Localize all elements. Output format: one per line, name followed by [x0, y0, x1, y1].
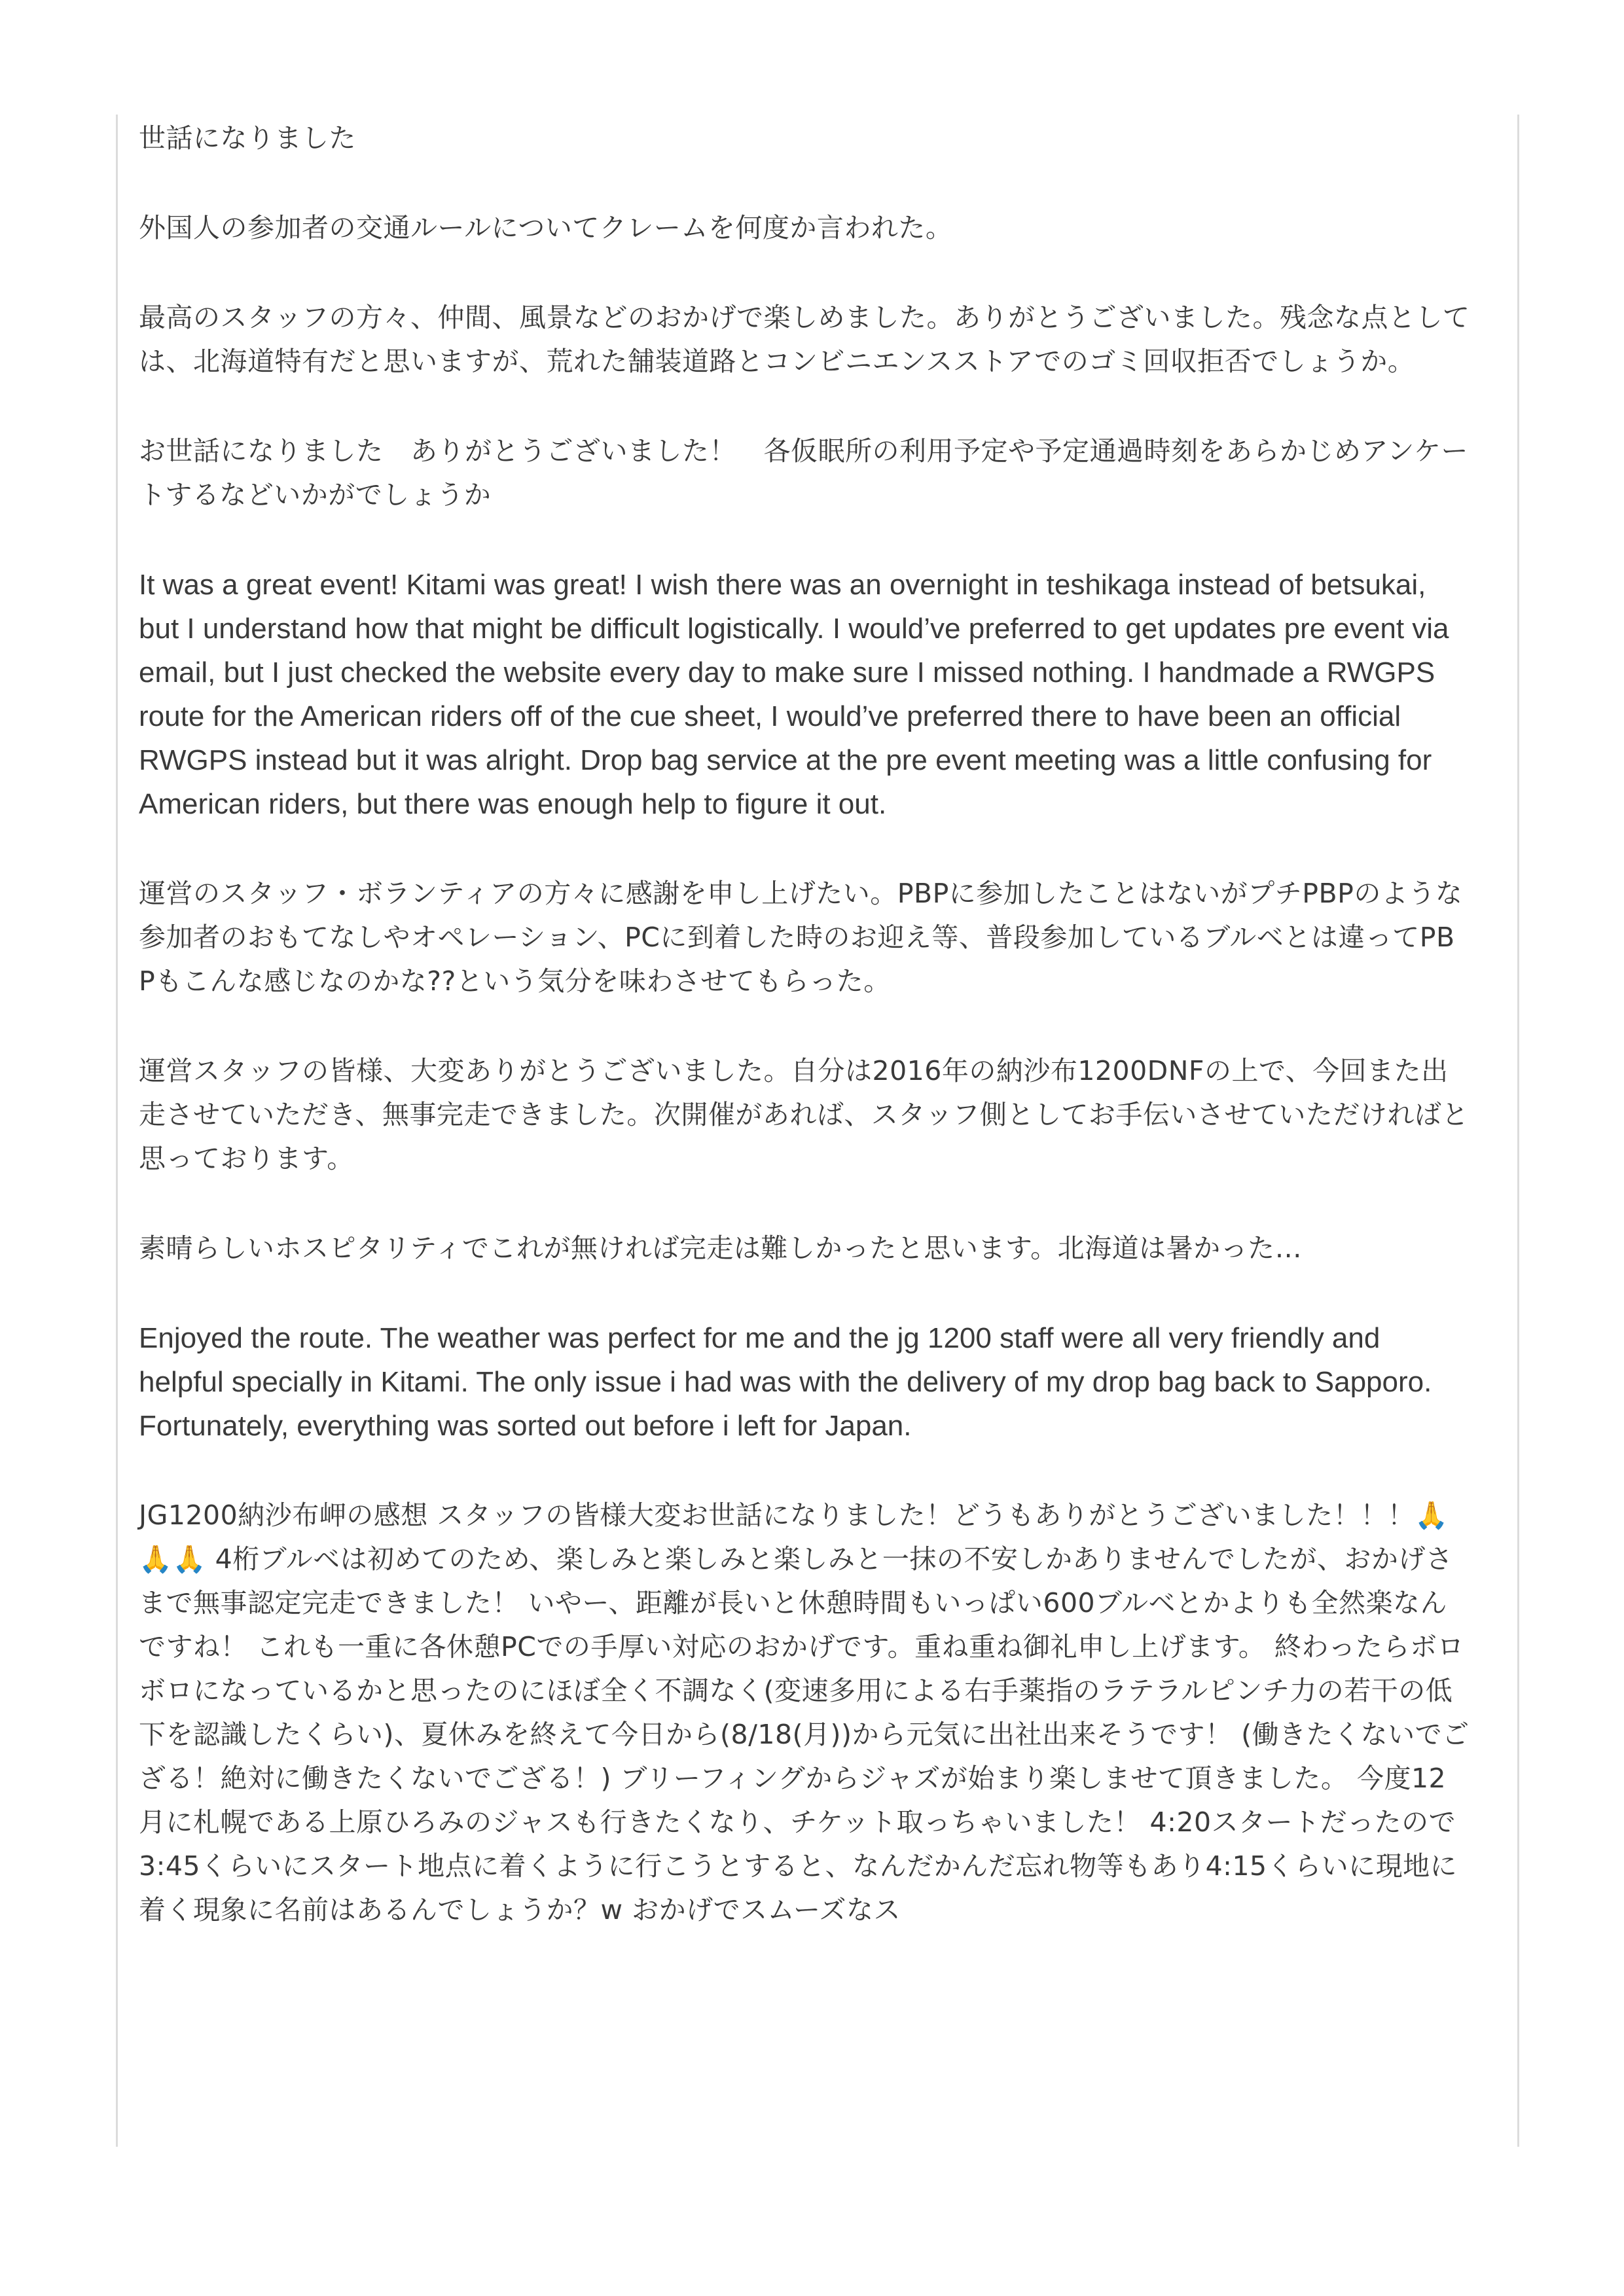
comment-item: 最高のスタッフの方々、仲間、風景などのおかげで楽しめました。ありがとうございました。残念な点としては、北海道特有だと思いますが、荒れた舗装道路とコンビニエンスストアでのゴミ回収拒否でしょうか。	[139, 302, 1470, 377]
right-border-line	[1517, 115, 1519, 2147]
comment-item: お世話になりました ありがとうございました！ 各仮眠所の利用予定や予定通過時刻をあらかじめアンケートするなどいかがでしょうか	[139, 435, 1469, 511]
comment-list	[139, 117, 1471, 1978]
comment-item: 運営スタッフの皆様、大変ありがとうございました。自分は2016年の納沙布1200DNFの上で、今回また出走させていただき、無事完走できました。次開催があれば、スタッフ側としてお手伝いさせていただければと思っております。	[139, 1055, 1469, 1174]
comment-item: 素晴らしいホスピタリティでこれが無ければ完走は難しかったと思います。北海道は暑かった…	[139, 1232, 1303, 1264]
comment-item: 運営のスタッフ・ボランティアの方々に感謝を申し上げたい。PBPに参加したことはないがプチPBPのような参加者のおもてなしやオペレーション、PCに到着した時のお迎え等、普段参加しているブルベとは違ってPBPもこんな感じなのかな??という気分を味わさせてもらった。	[139, 878, 1463, 997]
left-border-line	[116, 115, 118, 2147]
comment-item: 外国人の参加者の交通ルールについてクレームを何度か言われた。	[139, 212, 953, 243]
comment-item: 世話になりました	[139, 122, 356, 154]
comment-item: It was a great event! Kitami was great! I wish there was an overnight in teshikaga instead of betsukai, but I understand how that might be difficult logistically. I would’ve preferred to get updates pre event via email, but I just checked the website every day to make sure I missed nothing. I handmade a RWGPS route for the American riders off of the cue sheet, I would’ve preferred there to have been an official RWGPS instead but it was alright. Drop bag service at the pre event meeting was a little confusing for American riders, but there was enough help to figure it out.	[139, 569, 1457, 820]
comment-item: JG1200納沙布岬の感想 スタッフの皆様大変お世話になりました！どうもありがとうございました！！！🙏🙏🙏 4桁ブルベは初めてのため、楽しみと楽しみと楽しみと一抹の不安しかありませんでしたが、おかげさまで無事認定完走できました！ いやー、距離が長いと休憩時間もいっぱい600ブルベとかよりも全然楽なんですね！ これも一重に各休憩PCでの手厚い対応のおかげです。重ね重ね御礼申し上げます。 終わったらボロボロになっているかと思ったのにほぼ全く不調なく(変速多用による右手薬指のラテラルピンチ力の若干の低下を認識したくらい)、夏休みを終えて今日から(8/18(月))から元気に出社出来そうです！ (働きたくないでござる！絶対に働きたくないでござる！) ブリーフィングからジャズが始まり楽しませて頂きました。 今度12月に札幌である上原ひろみのジャスも行きたくなり、チケット取っちゃいました！ 4:20スタートだったので3:45くらいにスタート地点に着くように行こうとすると、なんだかんだ忘れ物等もあり4:15くらいに現地に着く現象に名前はあるんでしょうか？w おかげでスムーズなス	[139, 1499, 1470, 1926]
comment-item: Enjoyed the route. The weather was perfect for me and the jg 1200 staff were all very friendly and helpful specially in Kitami. The only issue i had was with the delivery of my drop bag back to Sapporo. Fortunately, everything was sorted out before i left for Japan.	[139, 1322, 1440, 1442]
